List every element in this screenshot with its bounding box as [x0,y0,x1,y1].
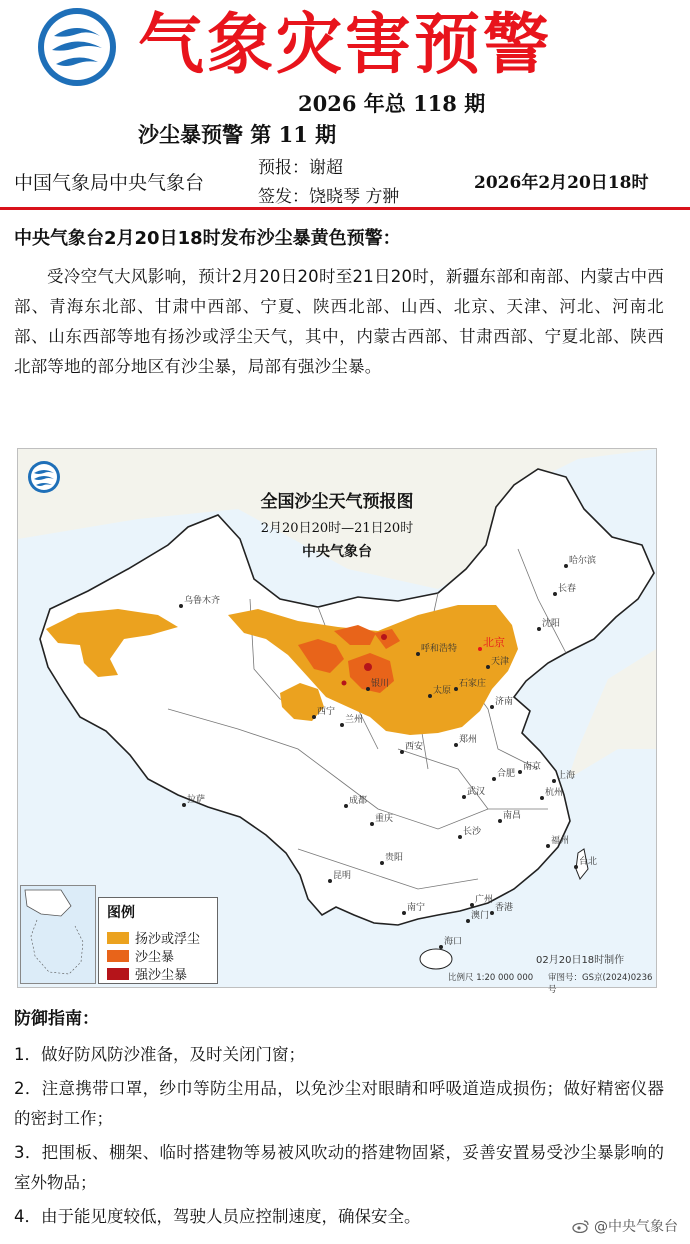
header-divider [0,207,690,210]
city-label: 太原 [433,686,452,696]
city-marker [454,743,458,747]
city-label: 西宁 [317,707,336,717]
city-marker [402,911,406,915]
city-marker [574,865,578,869]
city-marker [486,665,490,669]
alert-heading: 中央气象台2月20日18时发布沙尘暴黄色预警： [14,228,401,249]
city-label: 合肥 [497,769,516,779]
city-label: 石家庄 [459,679,487,689]
cma-logo-icon [36,6,118,88]
city-marker [470,903,474,907]
legend-item-sandstorm [107,946,174,965]
city-marker [553,592,557,596]
legend-swatch [107,950,129,962]
city-marker [182,803,186,807]
city-marker [462,795,466,799]
alert-body: 受冷空气大风影响，预计2月20日20时至21日20时，新疆东部和南部、内蒙古中西部、青海东北部、甘肃中西部、宁夏、陕西北部、山西、北京、天津、河北、河南北部、山东西部等地有扬沙或浮尘天气，其中，内蒙古西部、甘肃西部、宁夏北部、陕西北部等地的部分地区有沙尘暴，局部有强沙尘暴。 [14,267,664,376]
issue-number-year: 2026 年总 118 期 [298,91,486,116]
bulletin-header [0,0,690,205]
city-marker [458,835,462,839]
city-marker [328,879,332,883]
issuing-organization: 中国气象局中央气象台 [14,172,205,194]
city-label: 重庆 [375,814,394,824]
legend-item-dust [107,928,200,947]
city-marker [370,822,374,826]
legend-swatch [107,968,129,980]
legend-label: 沙尘暴 [135,950,175,965]
map-period: 2月20日20时—21日20时 [260,521,414,536]
city-label: 济南 [495,697,514,707]
city-label: 海口 [444,937,463,947]
weibo-icon [572,1219,590,1233]
city-label: 沈阳 [542,619,561,629]
city-marker [380,861,384,865]
map-title: 全国沙尘天气预报图 [260,492,414,512]
city-label: 银川 [371,679,390,689]
city-label: 台北 [579,857,598,867]
city-marker [439,945,443,949]
legend-swatch [107,932,129,944]
city-marker [492,777,496,781]
city-label: 长沙 [463,827,482,837]
city-label: 杭州 [545,788,564,798]
legend-label: 扬沙或浮尘 [135,932,201,947]
city-label: 拉萨 [187,795,206,805]
city-label: 北京 [483,636,505,649]
city-label: 南宁 [407,903,426,913]
city-label: 昆明 [333,871,352,881]
city-label: 南昌 [503,811,522,821]
city-marker [564,564,568,568]
guide-item: 4．由于能见度较低，驾驶人员应控制速度，确保安全。 [14,1207,421,1226]
guide-item: 3．把围板、棚架、临时搭建物等易被风吹动的搭建物固紧，妥善安置易受沙尘暴影响的室外物品； [14,1143,664,1192]
city-marker [179,604,183,608]
issue-time: 2026年2月20日18时 [474,173,649,193]
bulletin-title: 气象灾害预警 [138,5,552,83]
city-label: 哈尔滨 [569,556,597,566]
legend-label: 强沙尘暴 [135,968,188,983]
map-scale: 比例尺 1:20 000 000 [448,973,534,983]
city-marker [498,819,502,823]
guide-item: 2．注意携带口罩，纱巾等防尘用品，以免沙尘对眼睛和呼吸道造成损伤；做好精密仪器的密封工作； [14,1079,664,1128]
city-label: 南京 [523,762,542,772]
city-marker [466,919,470,923]
city-label: 广州 [475,895,494,905]
city-marker [518,770,522,774]
guide-heading: 防御指南： [14,1009,99,1029]
city-marker [400,750,404,754]
city-label: 成都 [349,796,368,806]
map-agency: 中央气象台 [302,544,372,560]
city-label: 天津 [491,657,510,667]
city-label: 福州 [551,836,570,846]
map-legend [98,897,218,984]
issue-number-dust: 沙尘暴预警 第 11 期 [138,122,337,147]
weibo-watermark [572,1216,678,1236]
forecast-map [17,448,657,995]
legend-item-severe [107,964,187,983]
city-label: 郑州 [459,735,478,745]
city-marker [428,694,432,698]
city-label: 长春 [558,584,577,594]
city-marker [490,911,494,915]
city-marker [366,687,370,691]
city-label: 上海 [557,771,576,781]
city-marker [344,804,348,808]
city-label: 香港 [495,903,514,913]
city-label: 乌鲁木齐 [184,596,221,606]
signer: 签发：饶晓琴 方翀 [258,187,400,207]
guide-item: 1．做好防风防沙准备，及时关闭门窗； [14,1045,305,1064]
city-label: 贵阳 [385,853,404,863]
city-marker [552,779,556,783]
forecaster: 预报：谢超 [258,158,343,178]
city-marker [478,647,482,651]
city-label: 澳门 [471,911,490,921]
city-marker [490,705,494,709]
city-marker [340,723,344,727]
map-approval-number: 审图号：GS京(2024)0236号 [548,973,653,995]
city-marker [537,627,541,631]
legend-heading: 图例 [107,905,135,921]
city-label: 武汉 [467,787,486,797]
city-marker [416,652,420,656]
city-marker [312,715,316,719]
city-marker [546,844,550,848]
watermark-text: @中央气象台 [594,1219,678,1235]
city-marker [540,796,544,800]
city-label: 西安 [405,742,424,752]
city-label: 兰州 [345,715,364,725]
map-made-time: 02月20日18时制作 [536,955,625,966]
staff-block [258,154,399,212]
city-label: 呼和浩特 [421,644,458,654]
city-marker [454,687,458,691]
south-china-sea-inset [20,885,96,984]
guide-list [14,1040,664,1236]
